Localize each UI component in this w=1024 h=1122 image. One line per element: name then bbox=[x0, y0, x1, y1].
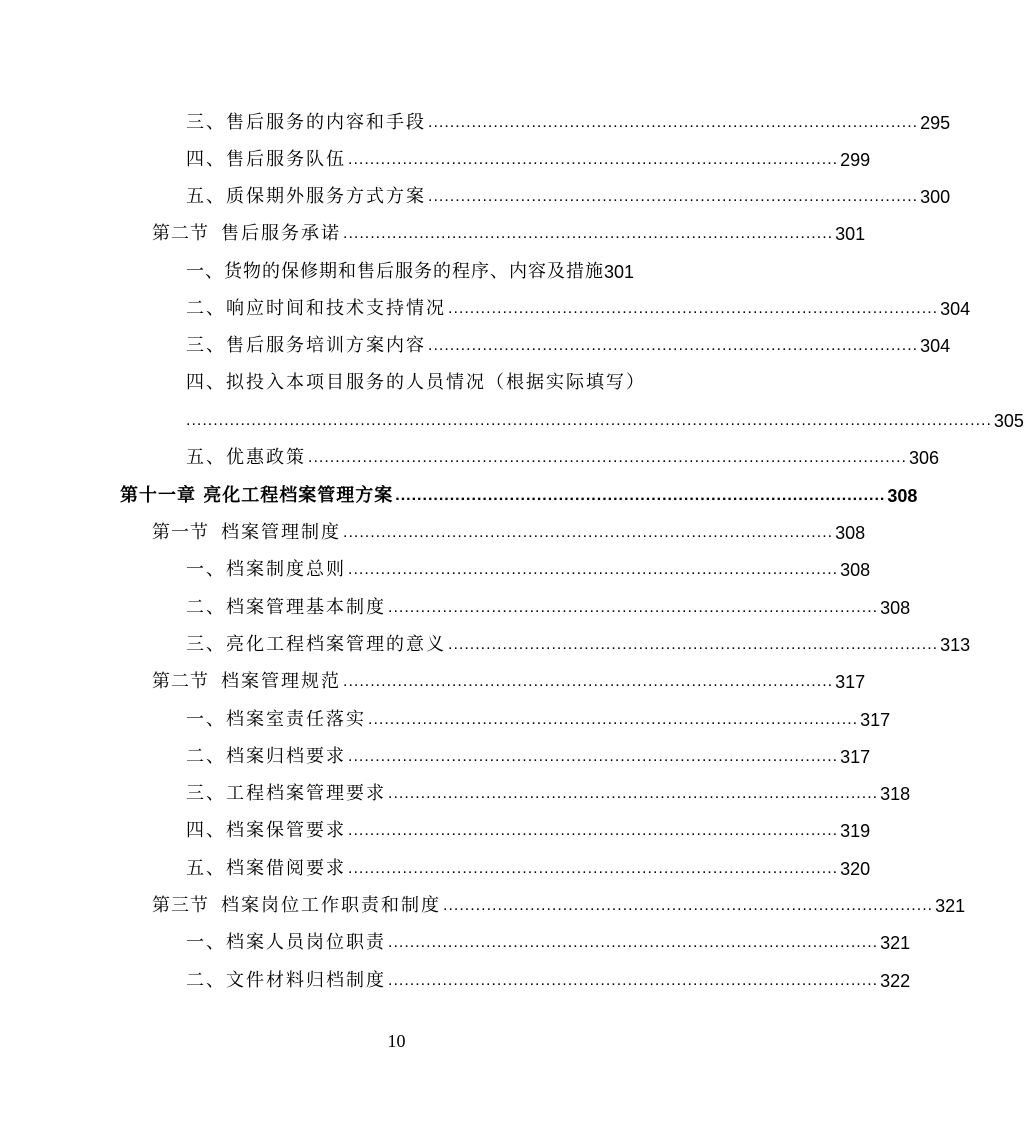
dot-leader: .......................................................................................... bbox=[343, 225, 834, 242]
dot-leader: .......................................................................................... bbox=[343, 524, 834, 541]
toc-entry[interactable] bbox=[186, 327, 951, 357]
toc-section-page: 321 bbox=[935, 896, 966, 916]
toc-section-label: 售后服务承诺 bbox=[221, 223, 341, 244]
toc-entry[interactable] bbox=[186, 551, 871, 581]
toc-entry[interactable] bbox=[186, 775, 911, 805]
dot-leader: .......................................................................................... bbox=[348, 748, 839, 765]
toc-section-number: 第一节 bbox=[152, 522, 209, 543]
toc-entry-page: 321 bbox=[880, 933, 911, 953]
toc-entry[interactable] bbox=[186, 141, 871, 171]
toc-section-label: 档案岗位工作职责和制度 bbox=[221, 895, 441, 916]
toc-entry-label: 一、货物的保修期和售后服务的程序、内容及措施 bbox=[186, 261, 604, 282]
dot-leader: .......................................................................................... bbox=[428, 114, 919, 131]
toc-entry-page: 299 bbox=[840, 150, 871, 170]
dot-leader: .......................................................................................... bbox=[388, 934, 879, 951]
toc-entry-page: 308 bbox=[840, 560, 871, 580]
toc-entry[interactable] bbox=[186, 701, 891, 731]
toc-entry-page: 300 bbox=[920, 187, 951, 207]
dot-leader: .......................................................................................... bbox=[368, 711, 859, 728]
toc-entry-page: 306 bbox=[908, 448, 940, 468]
toc-entry-label: 四、售后服务队伍 bbox=[186, 149, 346, 170]
toc-entry-page: 317 bbox=[840, 747, 871, 767]
toc-entry-label: 五、质保期外服务方式方案 bbox=[186, 186, 426, 207]
dot-leader: .............................................................................................................. bbox=[308, 449, 907, 466]
toc-entry[interactable] bbox=[186, 589, 911, 619]
toc-section-number: 第三节 bbox=[152, 895, 209, 916]
toc-entry-continuation[interactable] bbox=[186, 402, 1024, 432]
dot-leader: .......................................................................................... bbox=[348, 822, 839, 839]
toc-entry[interactable] bbox=[186, 439, 940, 469]
dot-leader: .......................................................................................... bbox=[388, 785, 879, 802]
toc-entry-label: 五、优惠政策 bbox=[186, 447, 306, 468]
dot-leader: .......................................................................................... bbox=[388, 972, 879, 989]
toc-section[interactable] bbox=[152, 215, 866, 245]
toc-entry-page: 319 bbox=[840, 821, 871, 841]
toc-entry[interactable] bbox=[186, 178, 951, 208]
dot-leader: .......................................................................................... bbox=[348, 151, 839, 168]
toc-entry[interactable] bbox=[186, 364, 676, 394]
toc-entry[interactable] bbox=[186, 850, 871, 880]
toc-entry-label: 三、售后服务的内容和手段 bbox=[186, 112, 426, 133]
toc-entry[interactable] bbox=[186, 626, 971, 656]
toc-entry-page: 322 bbox=[880, 971, 911, 991]
toc-entry-label: 二、文件材料归档制度 bbox=[186, 970, 386, 991]
toc-section-number: 第二节 bbox=[152, 223, 209, 244]
toc-entry-label: 五、档案借阅要求 bbox=[186, 858, 346, 879]
toc-chapter[interactable] bbox=[120, 477, 918, 507]
toc-entry-page: 317 bbox=[860, 710, 891, 730]
dot-leader: .......................................................................................... bbox=[448, 636, 939, 653]
toc-section-label: 档案管理规范 bbox=[221, 671, 341, 692]
toc-entry-label: 二、响应时间和技术支持情况 bbox=[186, 298, 446, 319]
toc-entry[interactable] bbox=[186, 924, 911, 954]
toc-entry-page: 304 bbox=[920, 336, 951, 356]
toc-chapter-label: 第十一章 亮化工程档案管理方案 bbox=[120, 485, 394, 506]
toc-entry[interactable] bbox=[186, 290, 971, 320]
toc-entry-label: 四、拟投入本项目服务的人员情况（根据实际填写） bbox=[186, 372, 646, 393]
toc-entry-label: 一、档案室责任落实 bbox=[186, 709, 366, 730]
dot-leader: .......................................................................................... bbox=[388, 599, 879, 616]
dot-leader: .......................................................................................... bbox=[343, 673, 834, 690]
page-number: 10 bbox=[387, 1031, 406, 1051]
toc-entry-label: 三、亮化工程档案管理的意义 bbox=[186, 634, 446, 655]
dot-leader: .......................................................................................... bbox=[428, 337, 919, 354]
dot-leader: .................................................................................................................................................... bbox=[186, 412, 992, 429]
dot-leader: .......................................................................................... bbox=[395, 487, 886, 504]
toc-entry-page: 313 bbox=[940, 635, 971, 655]
dot-leader: .......................................................................................... bbox=[448, 300, 939, 317]
toc-entry-page: 308 bbox=[880, 598, 911, 618]
toc-entry-page: 318 bbox=[880, 784, 911, 804]
toc-section-page: 301 bbox=[835, 224, 866, 244]
toc-section-page: 317 bbox=[835, 672, 866, 692]
toc-entry-page: 304 bbox=[940, 299, 971, 319]
toc-section[interactable] bbox=[152, 663, 866, 693]
toc-entry-page: 301 bbox=[604, 262, 635, 282]
toc-entry[interactable] bbox=[186, 962, 911, 992]
toc-entry-page: 295 bbox=[920, 113, 951, 133]
toc-section[interactable] bbox=[152, 514, 866, 544]
toc-entry[interactable] bbox=[186, 104, 951, 134]
dot-leader: .......................................................................................... bbox=[348, 561, 839, 578]
toc-section-label: 档案管理制度 bbox=[221, 522, 341, 543]
toc-entry[interactable] bbox=[186, 253, 676, 283]
toc-entry-page: 305 bbox=[993, 411, 1024, 431]
toc-section-number: 第二节 bbox=[152, 671, 209, 692]
dot-leader: .......................................................................................... bbox=[428, 188, 919, 205]
toc-entry-label: 三、工程档案管理要求 bbox=[186, 783, 386, 804]
dot-leader: .......................................................................................... bbox=[348, 860, 839, 877]
toc-entry-label: 一、档案人员岗位职责 bbox=[186, 932, 386, 953]
toc-entry[interactable] bbox=[186, 812, 871, 842]
toc-entry-label: 三、售后服务培训方案内容 bbox=[186, 335, 426, 356]
toc-entry-page: 320 bbox=[840, 859, 871, 879]
toc-entry-label: 二、档案归档要求 bbox=[186, 746, 346, 767]
toc-entry-label: 一、档案制度总则 bbox=[186, 559, 346, 580]
toc-entry[interactable] bbox=[186, 738, 871, 768]
toc-entry-label: 四、档案保管要求 bbox=[186, 820, 346, 841]
toc-chapter-page: 308 bbox=[887, 486, 918, 506]
toc-section-page: 308 bbox=[835, 523, 866, 543]
toc-section[interactable] bbox=[152, 887, 966, 917]
dot-leader: .......................................................................................... bbox=[443, 897, 934, 914]
toc-entry-label: 二、档案管理基本制度 bbox=[186, 597, 386, 618]
